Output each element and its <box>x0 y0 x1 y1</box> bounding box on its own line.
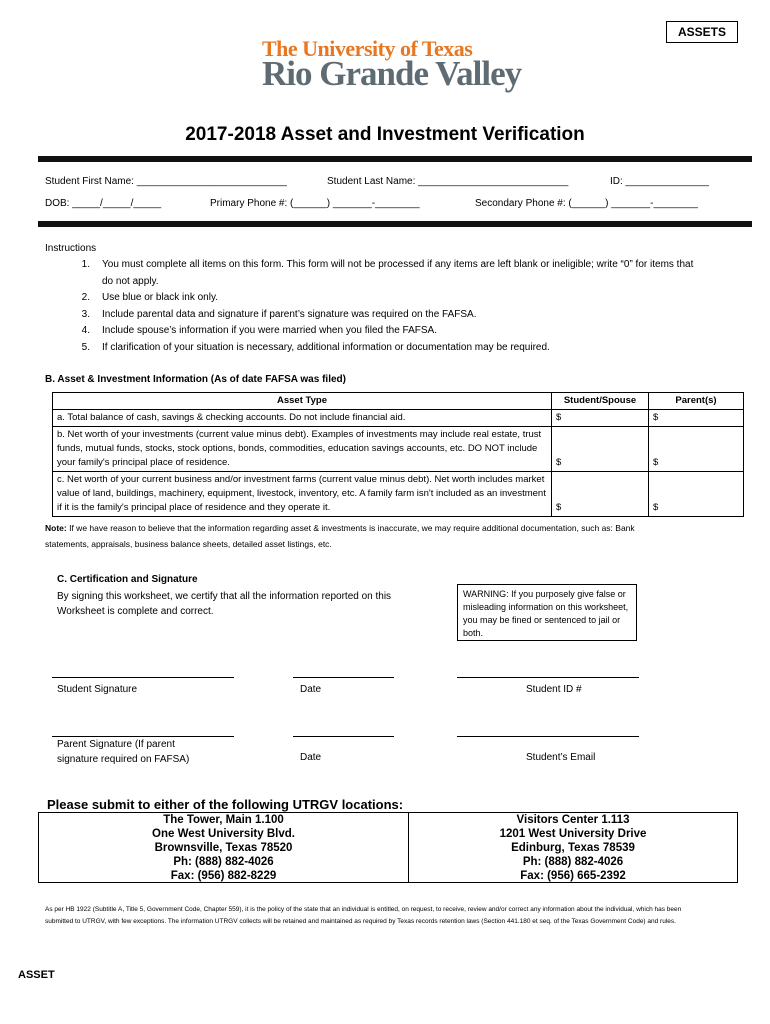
student-signature-label: Student Signature <box>57 684 138 695</box>
table-row <box>53 472 744 517</box>
note-text-line2: statements, appraisals, business balance sheets, detailed asset listings, etc. <box>45 539 332 549</box>
instruction-num: 2. <box>81 292 90 303</box>
asset-type-cell: a. Total balance of cash, savings & checking accounts. Do not include financial aid. <box>53 410 552 427</box>
section-b-note <box>45 520 745 552</box>
asset-type-cell: c. Net worth of your current business and/or investment farms (current value minus debt). Net worth includes market value of land, buildings, machinery, equipment, livestock, inventory, etc. A family farm isn't included as an investment if it is the family's principal place of residence and they operate it. <box>53 472 552 517</box>
logo-line2: Rio Grande Valley <box>262 54 522 93</box>
logo-line1: The University of Texas <box>262 36 473 61</box>
note-text-line1: If we have reason to believe that the information regarding asset & investments is inaccurate, we may require additional documentation, such as: Bank <box>66 523 635 533</box>
instruction-text: Include parental data and signature if parent’s signature was required on the FAFSA. <box>102 308 477 320</box>
instruction-item <box>45 276 735 293</box>
instruction-text: You must complete all items on this form. This form will not be processed if any items are left blank or ineligible; write “0” for items that <box>102 259 694 270</box>
utrgv-logo <box>262 36 521 94</box>
student-signature-line[interactable] <box>52 677 234 678</box>
date-label-1: Date <box>300 684 322 695</box>
instruction-num <box>45 276 90 293</box>
parent-amount-cell[interactable]: $ <box>649 472 744 517</box>
section-b-heading: B. Asset & Investment Information (As of date FAFSA was filed) <box>45 374 346 385</box>
student-amount-cell[interactable]: $ <box>552 410 649 427</box>
dob-field[interactable]: DOB: _____/_____/_____ <box>45 198 162 209</box>
instruction-text: Include spouse’s information if you were married when you filed the FAFSA. <box>102 325 437 336</box>
legal-notice-line2: submitted to UTRGV, with few exceptions. The information UTRGV collects will be retained and maintained as required by Texas records retention laws (Section 441.180 et seq. of the Texas Government Code) and rules. <box>45 918 676 925</box>
primary-phone-field[interactable]: Primary Phone #: (______) _______-________ <box>210 198 420 209</box>
assets-tag: ASSETS <box>666 21 738 43</box>
student-id-label: Student ID # <box>526 684 582 695</box>
location-line: 1201 West University Drive <box>499 828 647 840</box>
id-field[interactable]: ID: _______________ <box>610 176 709 187</box>
certification-text-line1: By signing this worksheet, we certify that all the information reported on this <box>57 591 392 602</box>
parent-amount-cell[interactable]: $ <box>649 410 744 427</box>
secondary-phone-field[interactable]: Secondary Phone #: (______) _______-________ <box>475 198 698 209</box>
legal-notice-line1: As per HB 1922 (Subtitle A, Title 5, Government Code, Chapter 559), it is the policy of the state that an individual is entitled, on request, to receive, review and/or correct any information about the individual, which has been <box>45 906 682 913</box>
student-amount-cell[interactable]: $ <box>552 427 649 472</box>
student-amount-cell[interactable]: $ <box>552 472 649 517</box>
instruction-text: do not apply. <box>102 275 159 287</box>
student-id-line[interactable] <box>457 677 639 678</box>
asset-table <box>52 392 744 517</box>
header-asset-type: Asset Type <box>53 393 552 410</box>
note-label: Note: <box>45 523 67 533</box>
location-line: Brownsville, Texas 78520 <box>154 842 293 854</box>
parent-signature-label <box>57 737 189 767</box>
asset-type-cell: b. Net worth of your investments (current value minus debt). Examples of investments may include real estate, trust funds, mutual funds, stocks, stock options, bonds, commodities, education savings accounts, etc. DO NOT include your family's principal place of residence. <box>53 427 552 472</box>
location-line: The Tower, Main 1.100 <box>163 814 284 826</box>
title-divider <box>38 156 752 162</box>
first-name-field[interactable]: Student First Name: ___________________________ <box>45 176 287 187</box>
page-title: 2017-2018 Asset and Investment Verification <box>185 124 585 145</box>
header-student-spouse: Student/Spouse <box>552 393 649 410</box>
table-header-row <box>53 393 744 410</box>
location-line: Fax: (956) 665-2392 <box>520 870 626 882</box>
location-line: Ph: (888) 882-4026 <box>522 856 624 868</box>
legal-notice <box>45 904 745 928</box>
location-line: Fax: (956) 882-8229 <box>170 870 277 882</box>
student-email-line[interactable] <box>457 736 639 737</box>
parent-signature-label-line2: signature required on FAFSA) <box>57 754 190 765</box>
instruction-num: 1. <box>81 259 90 270</box>
parent-signature-label-line1: Parent Signature (If parent <box>57 739 175 750</box>
asset-footer-tag: ASSET <box>18 969 55 981</box>
warning-box: WARNING: If you purposely give false or misleading information on this worksheet, you may be fined or sentenced to jail or both. <box>457 584 637 641</box>
student-email-label: Student’s Email <box>526 752 596 763</box>
location-brownsville <box>39 813 409 882</box>
instruction-num: 4. <box>81 325 90 336</box>
instructions-heading: Instructions <box>45 243 97 254</box>
header-parents: Parent(s) <box>649 393 744 410</box>
table-row <box>53 410 744 427</box>
fields-divider <box>38 221 752 227</box>
certification-text <box>57 589 391 619</box>
parent-amount-cell[interactable]: $ <box>649 427 744 472</box>
instruction-num: 3. <box>81 308 90 320</box>
date-line-2[interactable] <box>293 736 394 737</box>
locations-box <box>38 812 738 883</box>
location-line: Ph: (888) 882-4026 <box>173 856 274 868</box>
location-edinburg <box>409 813 737 882</box>
instruction-item <box>45 325 735 342</box>
last-name-field[interactable]: Student Last Name: ___________________________ <box>327 176 569 187</box>
instructions-list <box>45 259 735 358</box>
table-row <box>53 427 744 472</box>
location-line: Edinburg, Texas 78539 <box>511 842 635 854</box>
date-line-1[interactable] <box>293 677 394 678</box>
location-line: One West University Blvd. <box>152 828 295 840</box>
instruction-item <box>45 259 735 276</box>
instruction-item <box>45 292 735 309</box>
date-label-2: Date <box>300 752 322 763</box>
instruction-item <box>45 309 735 326</box>
instruction-num: 5. <box>81 341 90 353</box>
locations-heading: Please submit to either of the following UTRGV locations: <box>47 797 404 812</box>
certification-text-line2: Worksheet is complete and correct. <box>57 606 214 617</box>
location-line: Visitors Center 1.113 <box>516 814 630 826</box>
instruction-item <box>45 342 735 359</box>
instruction-text: Use blue or black ink only. <box>102 292 218 303</box>
section-c-heading: C. Certification and Signature <box>57 574 198 585</box>
instruction-text: If clarification of your situation is necessary, additional information or documentation may be required. <box>102 341 550 353</box>
